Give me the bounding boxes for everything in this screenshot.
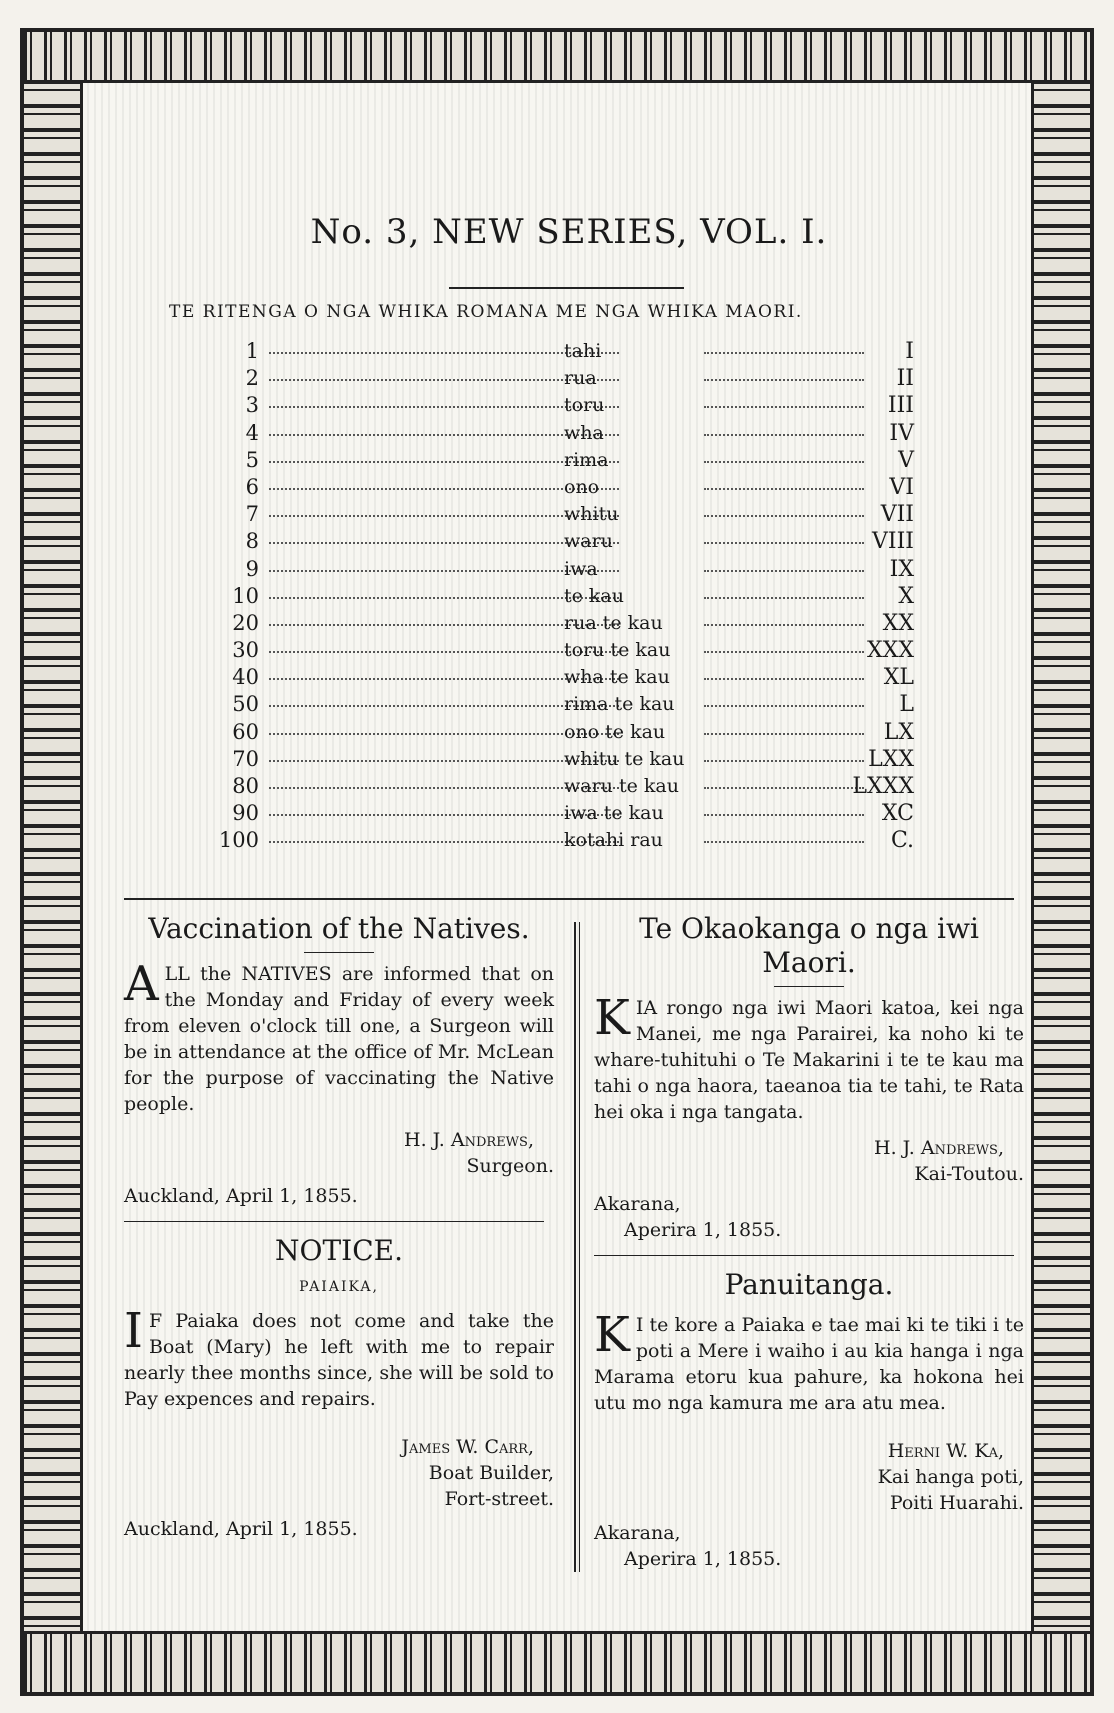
panuitanga-title: Panuitanga. — [724, 1268, 894, 1301]
okaokanga-text: IA rongo nga iwi Maori katoa, kei nga Manei, me nga Parairei, ka noho ki te whare-tuhituhi o Te Makarini i te te kau ma tahi o nga haora, taeanoa tia te tahi, te Rata hei oka i nga tangata. — [594, 997, 1024, 1123]
numbers-row — [104, 528, 1034, 555]
maori-number: waru — [564, 530, 613, 553]
panuitanga-body — [594, 1307, 1024, 1416]
roman-numeral: L — [899, 692, 914, 718]
arabic-number: 4 — [245, 420, 259, 445]
roman-numeral: C. — [890, 828, 914, 854]
panuitanga-text: I te kore a Paiaka e tae mai ki te tiki i te poti a Mere i waiho i au kia hanga i nga Marama etoru kua pahure, ka hokona hei utu mo nga kamura me ara atu mea. — [594, 1314, 1024, 1414]
notice-role-1: Boat Builder, — [428, 1462, 554, 1484]
dropcap: K — [594, 1307, 630, 1363]
numbers-table-title: TE RITENGA O NGA WHIKA ROMANA ME NGA WHIKA MAORI. — [169, 302, 803, 322]
numbers-row — [104, 827, 1034, 854]
numbers-row — [104, 664, 1034, 691]
maori-number: waru te kau — [564, 775, 679, 797]
maori-number: whitu te kau — [564, 747, 685, 770]
roman-numeral: LX — [883, 719, 914, 745]
numbers-row — [104, 691, 1034, 718]
okaokanga-place: Akarana, — [594, 1193, 681, 1215]
vaccination-date: Auckland, April 1, 1855. — [124, 1185, 358, 1207]
maori-number: tahi — [564, 340, 602, 362]
vaccination-text: LL the NATIVES are informed that on the Monday and Friday of every week from eleven o'clock till one, a Surgeon will be in attendance at the office of Mr. McLean for the purpose of vaccinating the Native people. — [124, 963, 554, 1115]
arabic-number: 10 — [232, 583, 259, 608]
arabic-number: 80 — [232, 774, 259, 798]
panuitanga-role-2: Poiti Huarahi. — [889, 1492, 1024, 1514]
maori-number: iwa te kau — [564, 802, 664, 825]
roman-numeral: XX — [882, 610, 914, 636]
vaccination-signatory: H. J. Andrews, — [404, 1129, 534, 1151]
dropcap: K — [594, 990, 630, 1046]
ornamental-border-top — [24, 32, 1090, 83]
arabic-number: 100 — [218, 828, 259, 853]
arabic-number: 5 — [245, 447, 259, 472]
maori-number: whitu — [564, 503, 619, 526]
maori-number: ono — [564, 475, 600, 498]
arabic-number: 60 — [232, 719, 259, 744]
notice-text: F Paiaka does not come and take the Boat (Mary) he left with me to repair nearly thee months since, she will be sold to Pay expences and repairs. — [124, 1310, 554, 1410]
vaccination-title: Vaccination of the Natives. — [148, 912, 530, 945]
ornamental-border-bottom — [24, 1631, 1090, 1692]
arabic-number: 90 — [232, 801, 259, 826]
okaokanga-date: Aperira 1, 1855. — [624, 1219, 782, 1241]
okaokanga-notice — [594, 912, 1024, 1572]
vaccination-role: Surgeon. — [466, 1155, 554, 1177]
vaccination-body — [124, 956, 554, 1117]
roman-numeral: VIII — [872, 529, 914, 555]
notice-signatory: James W. Carr, — [401, 1436, 534, 1458]
okaokanga-title: Te Okaokanga o nga iwi Maori. — [639, 912, 979, 979]
numbers-row — [104, 610, 1034, 637]
ornamental-border-right — [1031, 80, 1090, 1634]
arabic-number: 40 — [232, 665, 259, 690]
numbers-row — [104, 338, 1034, 365]
arabic-number: 6 — [245, 474, 259, 499]
arabic-number: 1 — [245, 339, 259, 363]
numbers-row — [104, 365, 1034, 392]
numbers-row — [104, 637, 1034, 664]
roman-numeral: VII — [880, 502, 914, 528]
dropcap: A — [124, 956, 159, 1012]
roman-numeral: XXX — [867, 638, 914, 664]
maori-number: wha te kau — [564, 666, 670, 689]
notice-title: NOTICE. — [275, 1234, 403, 1267]
panuitanga-place: Akarana, — [594, 1522, 681, 1544]
notice-date: Auckland, April 1, 1855. — [124, 1518, 358, 1540]
section-rule — [124, 1221, 544, 1222]
numbers-table — [104, 338, 1034, 855]
roman-numeral: XL — [883, 665, 914, 691]
numbers-row — [104, 773, 1034, 800]
roman-numeral: XC — [881, 801, 914, 827]
notice-subhead: PAIAIKA, — [299, 1279, 379, 1295]
maori-number: wha — [564, 421, 604, 444]
notice-role-2: Fort-street. — [444, 1488, 554, 1510]
roman-numeral: IV — [889, 420, 914, 446]
roman-numeral: LXXX — [852, 774, 914, 799]
maori-number: te kau — [564, 584, 624, 607]
maori-number: toru te kau — [564, 639, 671, 662]
section-rule — [594, 1255, 1014, 1256]
arabic-number: 2 — [245, 366, 259, 391]
numbers-row — [104, 447, 1034, 474]
dropcap: I — [124, 1303, 143, 1359]
roman-numeral: IX — [889, 556, 914, 582]
numbers-row — [104, 474, 1034, 501]
page-content — [104, 92, 1034, 1632]
roman-numeral: V — [898, 447, 914, 473]
roman-numeral: II — [896, 366, 914, 392]
arabic-number: 8 — [245, 529, 259, 554]
roman-numeral: VI — [889, 474, 914, 500]
numbers-row — [104, 501, 1034, 528]
page-frame — [20, 28, 1094, 1696]
arabic-number: 70 — [232, 746, 259, 771]
roman-numeral: X — [898, 583, 914, 609]
title-rule — [304, 952, 374, 953]
table-divider — [124, 898, 1014, 900]
okaokanga-role: Kai-Toutou. — [914, 1163, 1024, 1185]
maori-number: rima te kau — [564, 693, 675, 716]
maori-number: kotahi rau — [564, 829, 663, 852]
vaccination-notice — [124, 912, 554, 1542]
numbers-row — [104, 719, 1034, 746]
roman-numeral: III — [887, 393, 914, 419]
numbers-row — [104, 556, 1034, 583]
maori-number: rua te kau — [564, 611, 663, 634]
roman-numeral: I — [905, 339, 914, 364]
ornamental-border-left — [24, 80, 83, 1634]
okaokanga-body — [594, 990, 1024, 1125]
numbers-row — [104, 392, 1034, 419]
arabic-number: 50 — [232, 692, 259, 717]
series-heading: No. 3, NEW SERIES, VOL. I. — [310, 212, 828, 252]
maori-number: rua — [564, 367, 597, 390]
panuitanga-role-1: Kai hanga poti, — [877, 1466, 1024, 1488]
panuitanga-date: Aperira 1, 1855. — [624, 1548, 782, 1570]
maori-number: toru — [564, 394, 605, 417]
maori-number: iwa — [564, 557, 598, 580]
okaokanga-signatory: H. J. Andrews, — [874, 1137, 1004, 1159]
numbers-row — [104, 420, 1034, 447]
roman-numeral: LXX — [868, 746, 914, 772]
series-rule — [449, 287, 684, 289]
maori-number: ono te kau — [564, 720, 666, 743]
panuitanga-signatory: Herni W. Ka, — [887, 1440, 1004, 1462]
numbers-row — [104, 746, 1034, 773]
maori-number: rima — [564, 448, 609, 471]
arabic-number: 20 — [232, 610, 259, 635]
notice-body — [124, 1303, 554, 1412]
arabic-number: 30 — [232, 638, 259, 663]
numbers-row — [104, 583, 1034, 610]
column-divider — [574, 922, 580, 1572]
arabic-number: 9 — [245, 556, 259, 581]
arabic-number: 3 — [245, 393, 259, 418]
title-rule — [774, 986, 844, 987]
arabic-number: 7 — [245, 502, 259, 527]
numbers-row — [104, 800, 1034, 827]
